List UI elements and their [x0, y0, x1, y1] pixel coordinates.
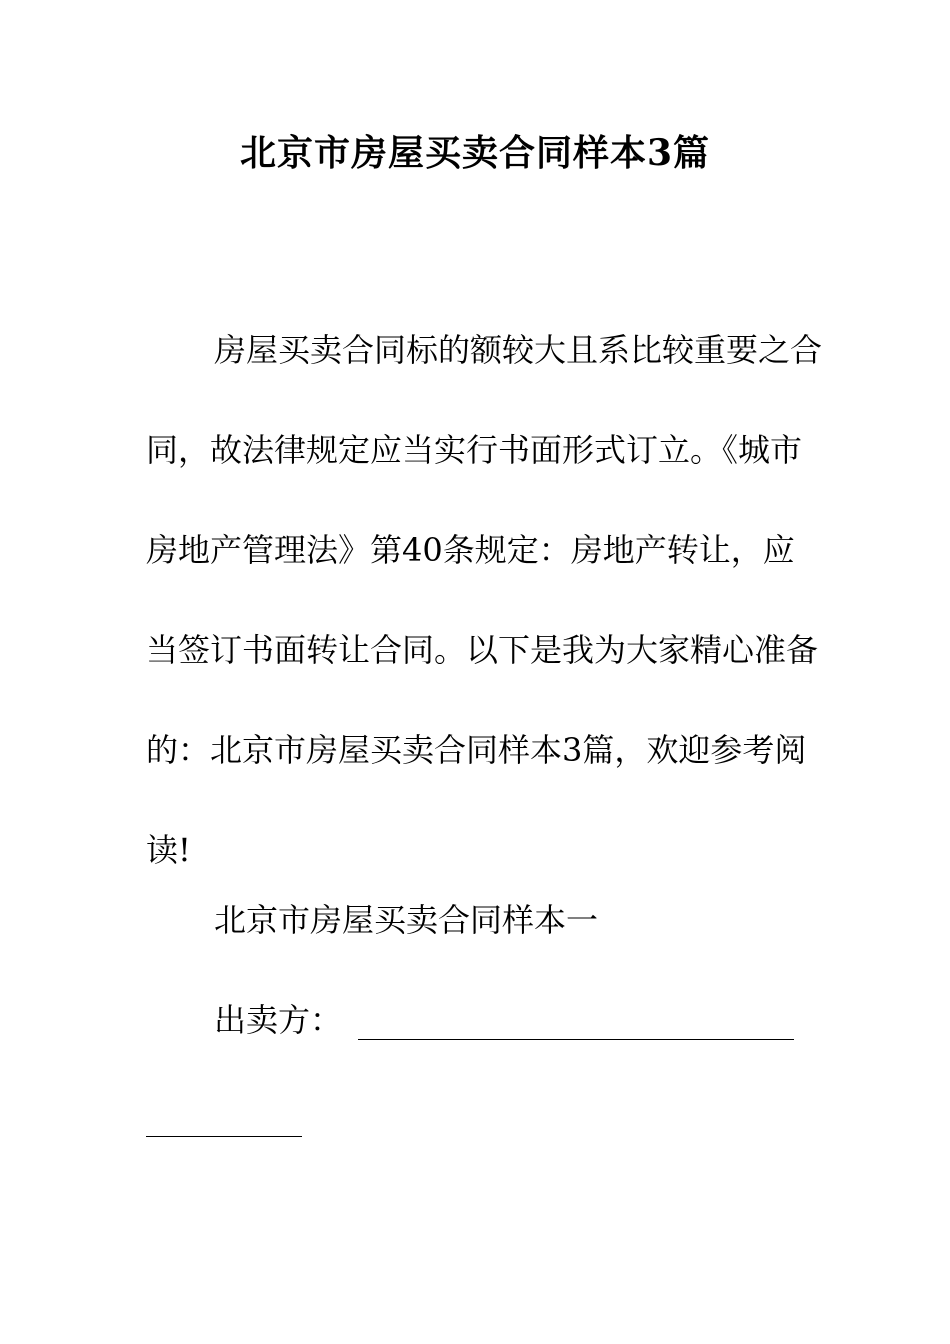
intro-paragraph: 房屋买卖合同标的额较大且系比较重要之合同，故法律规定应当实行书面形式订立。《城市房地产管理法》第40条规定：房地产转让，应当签订书面转让合同。以下是我为大家精心准备的：北京市房屋买卖合同样本3篇，欢迎参考阅读!	[146, 331, 823, 869]
document-title: 北京市房屋买卖合同样本3篇	[239, 132, 711, 174]
seller-label: 出卖方：	[214, 1001, 343, 1039]
sample-heading: 北京市房屋买卖合同样本一	[214, 901, 599, 939]
seller-blank-line	[358, 1039, 794, 1040]
seller-blank-line-continued	[146, 1136, 302, 1137]
seller-field	[214, 995, 342, 1045]
